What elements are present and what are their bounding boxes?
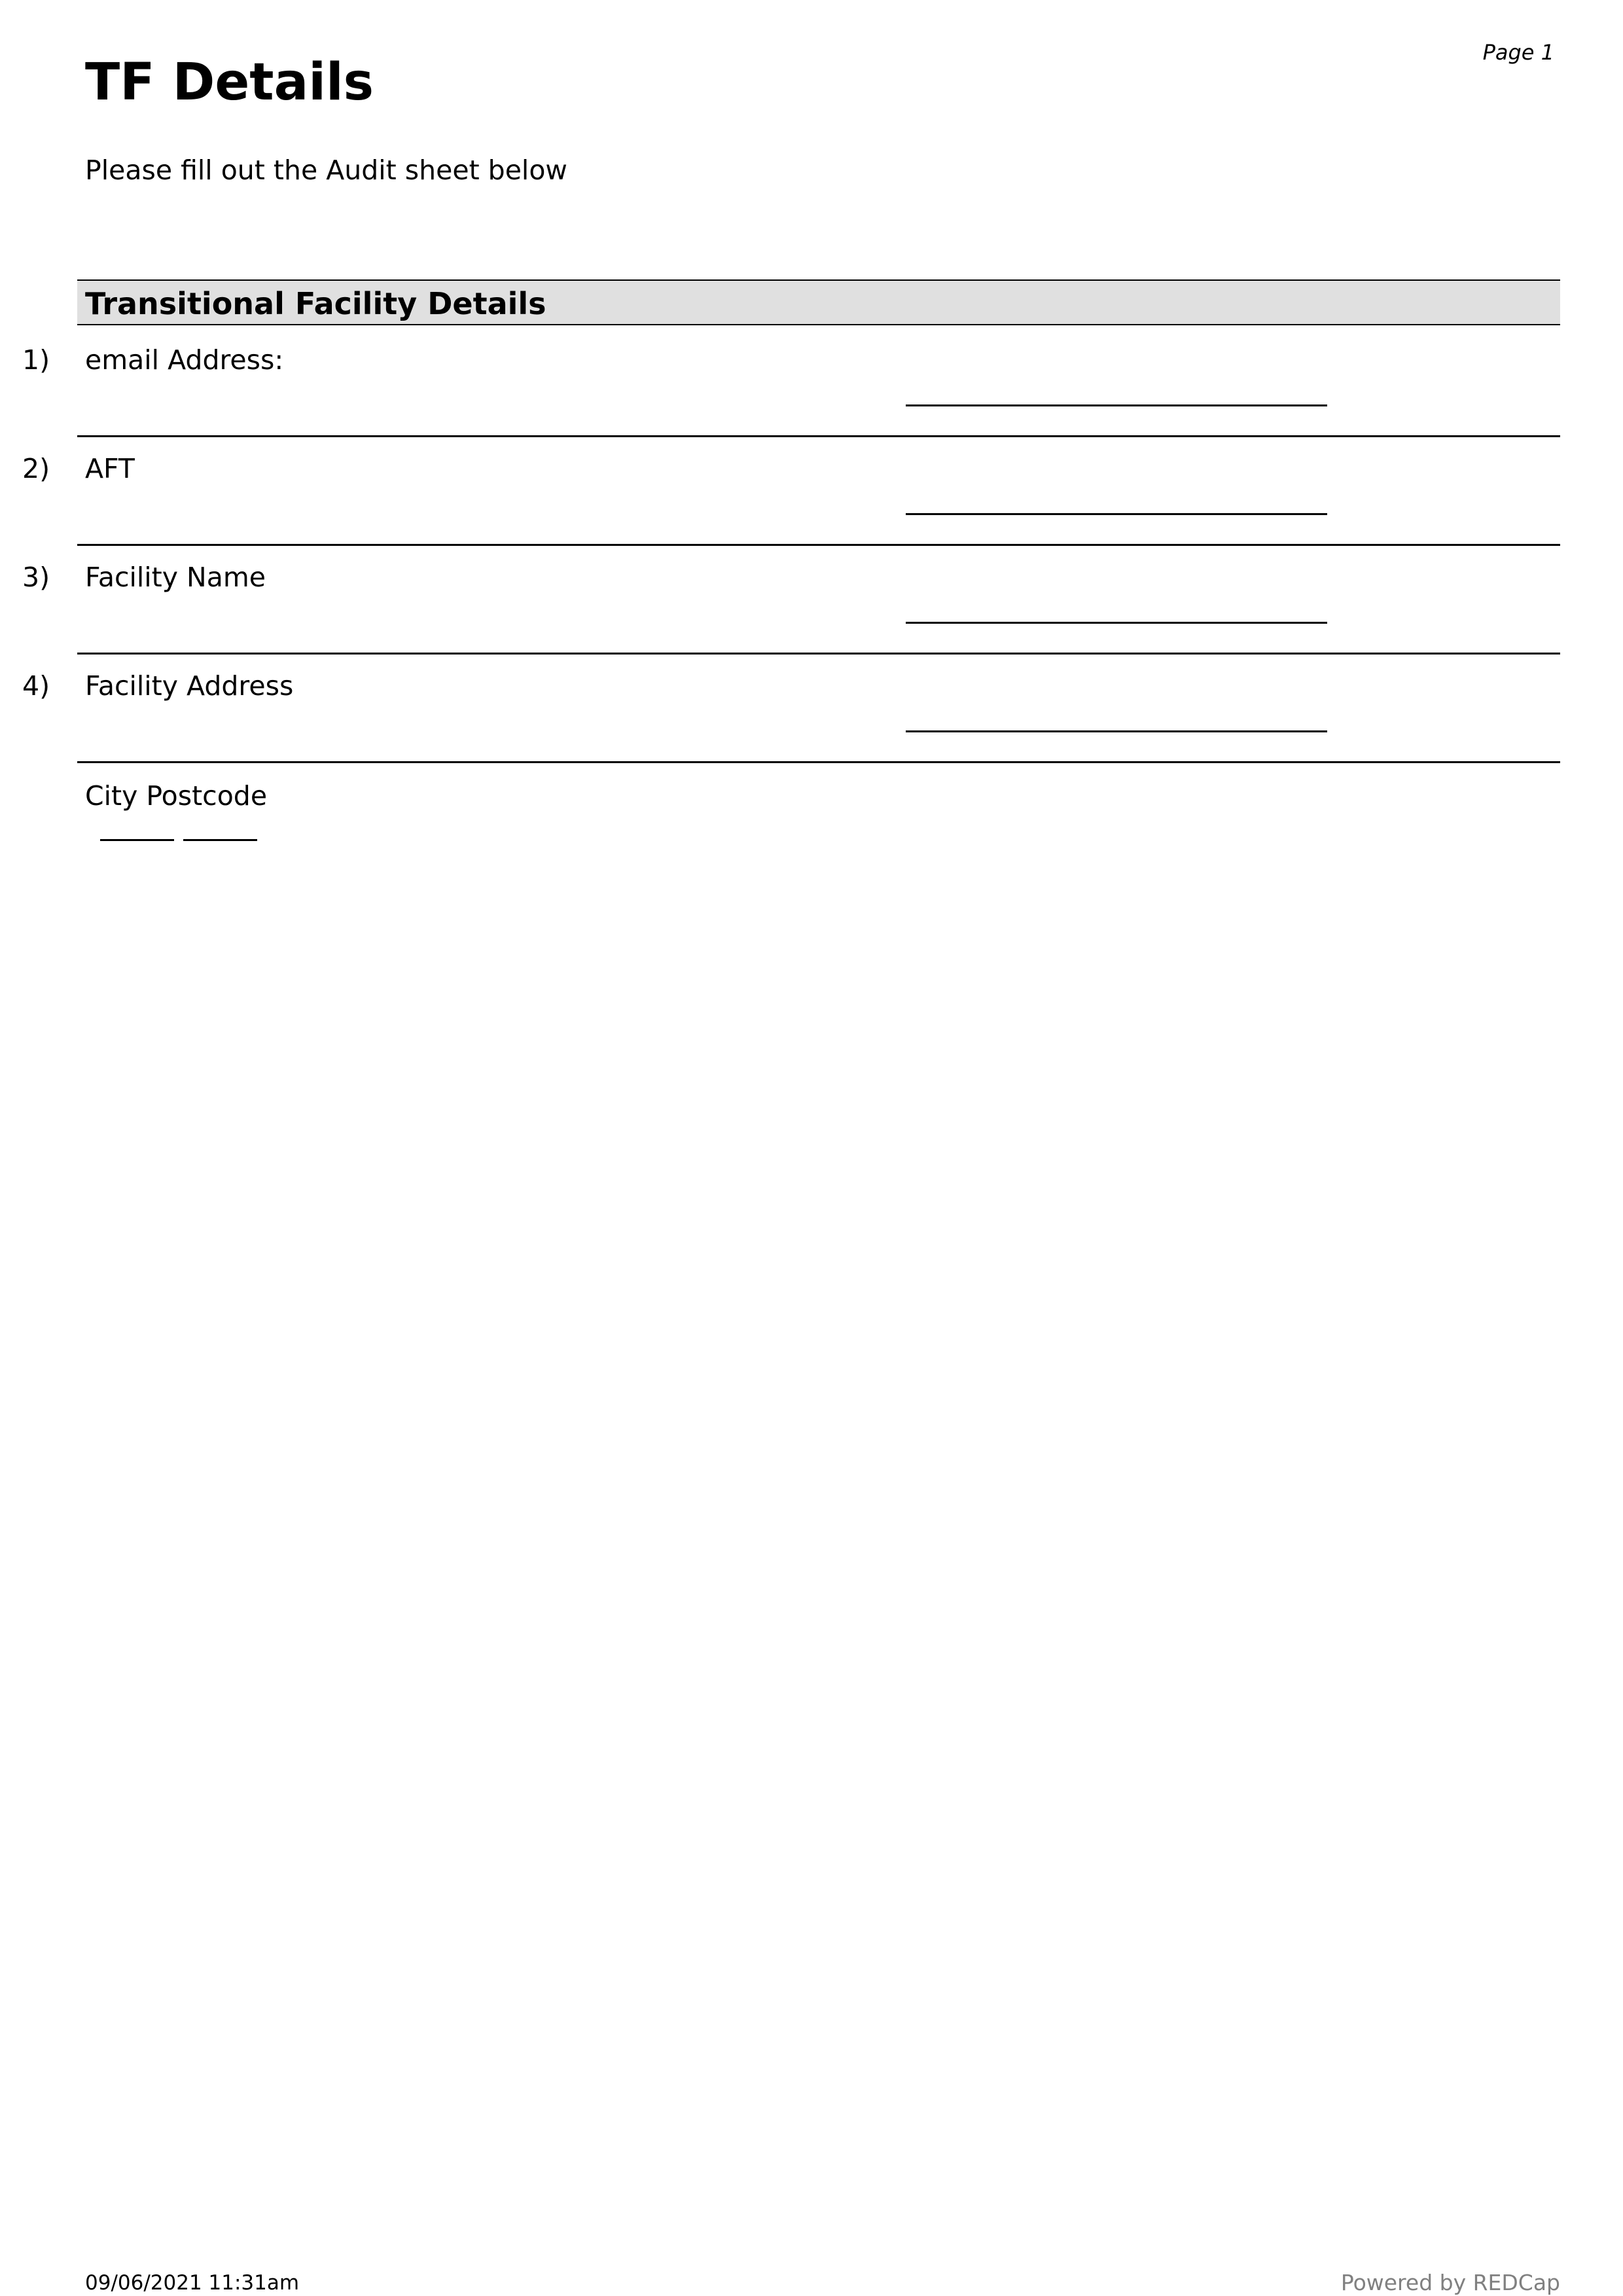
facility-name-answer-field[interactable] [906, 622, 1327, 624]
row-divider [77, 761, 1560, 763]
section-header [77, 279, 1560, 325]
question-number: 1) [22, 344, 50, 376]
question-label: AFT [85, 453, 135, 484]
question-row-facility-address [0, 655, 1560, 763]
aft-answer-field[interactable] [906, 513, 1327, 515]
powered-by-label: Powered by REDCap [1340, 2270, 1560, 2295]
section-title: Transitional Facility Details [85, 286, 546, 321]
question-row-email [0, 329, 1560, 437]
question-number: 4) [22, 670, 50, 702]
form-instructions: Please fill out the Audit sheet below [85, 154, 567, 186]
question-number: 3) [22, 562, 50, 593]
question-row-facility-name [0, 546, 1560, 655]
question-label: email Address: [85, 344, 284, 376]
question-label: Facility Name [85, 562, 266, 593]
question-label: City Postcode [85, 780, 268, 812]
postcode-answer-field[interactable] [183, 839, 257, 841]
question-row-city-postcode [0, 764, 1560, 843]
email-answer-field[interactable] [906, 404, 1327, 406]
question-number: 2) [22, 453, 50, 484]
city-answer-field[interactable] [100, 839, 174, 841]
page-number: Page 1 [1482, 40, 1554, 65]
footer-timestamp: 09/06/2021 11:31am [85, 2271, 300, 2295]
page-title: TF Details [85, 53, 374, 112]
question-label: Facility Address [85, 670, 294, 702]
question-row-aft [0, 437, 1560, 546]
facility-address-answer-field[interactable] [906, 730, 1327, 732]
